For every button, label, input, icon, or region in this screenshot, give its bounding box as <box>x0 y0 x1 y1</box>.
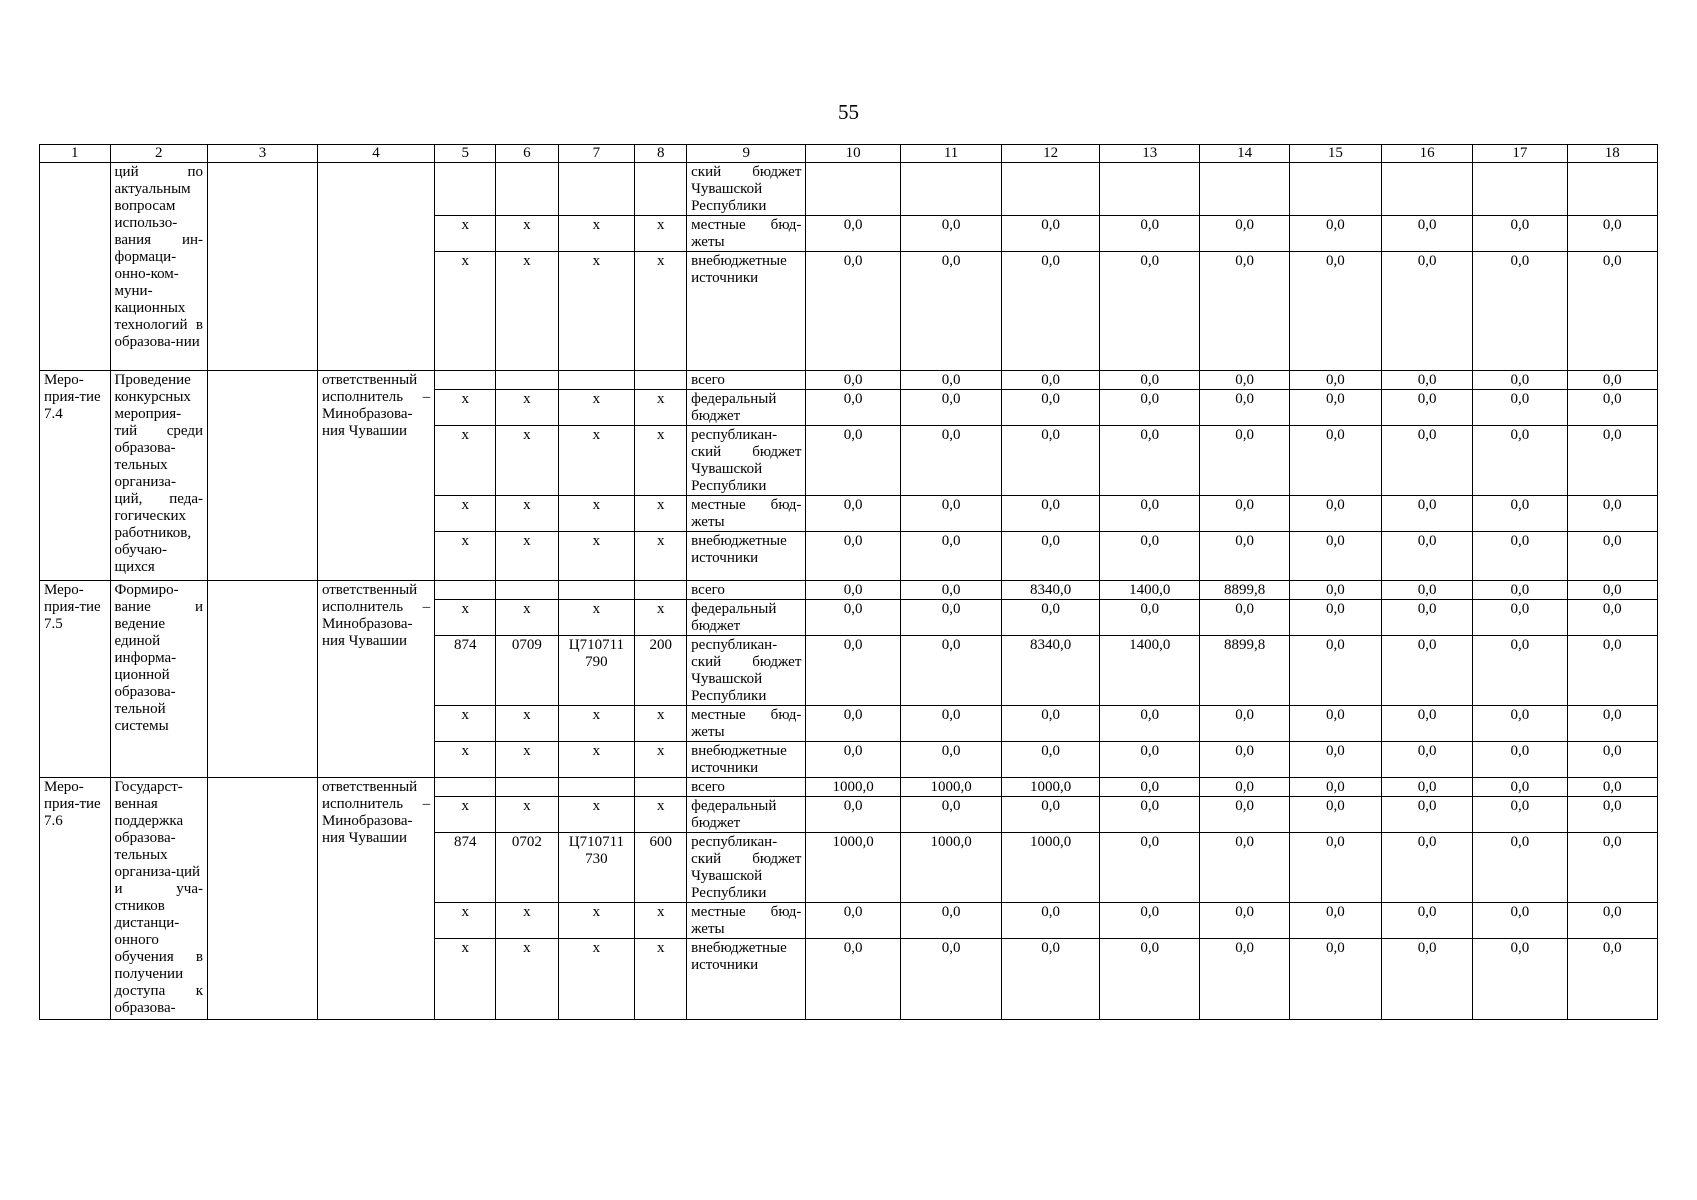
year-value: 0,0 <box>1289 600 1381 636</box>
year-value: 1000,0 <box>806 778 900 797</box>
year-value: 0,0 <box>1099 496 1200 532</box>
expense-type-code: x <box>635 216 687 252</box>
funding-source: местные бюд-жеты <box>687 903 806 939</box>
column-number: 13 <box>1099 145 1200 163</box>
expense-type-code: 200 <box>635 636 687 706</box>
section-code: x <box>496 390 558 426</box>
year-value: 0,0 <box>1289 636 1381 706</box>
column-number: 3 <box>208 145 318 163</box>
year-value <box>1381 163 1472 216</box>
section-code <box>496 778 558 797</box>
year-value: 0,0 <box>1289 742 1381 778</box>
target-article-code <box>558 778 635 797</box>
year-value: 0,0 <box>1200 742 1289 778</box>
year-value: 1000,0 <box>900 778 1002 797</box>
year-value: 0,0 <box>1289 581 1381 600</box>
year-value: 0,0 <box>900 390 1002 426</box>
year-value: 0,0 <box>1381 778 1472 797</box>
column-number: 7 <box>558 145 635 163</box>
ministry-code: x <box>435 939 496 1020</box>
year-value: 0,0 <box>1381 532 1472 581</box>
year-value: 0,0 <box>1002 390 1099 426</box>
ministry-code: x <box>435 742 496 778</box>
year-value: 0,0 <box>900 636 1002 706</box>
section-code: x <box>496 532 558 581</box>
year-value: 0,0 <box>900 903 1002 939</box>
table-body <box>40 145 1658 1020</box>
year-value: 0,0 <box>1473 903 1567 939</box>
year-value: 0,0 <box>900 581 1002 600</box>
column-number: 2 <box>110 145 207 163</box>
target-article-code: x <box>558 939 635 1020</box>
year-value: 0,0 <box>1381 600 1472 636</box>
column-number: 6 <box>496 145 558 163</box>
year-value: 0,0 <box>1099 778 1200 797</box>
year-value: 0,0 <box>1381 216 1472 252</box>
year-value: 0,0 <box>1381 797 1472 833</box>
measure-label: Меро-прия-тие 7.4 <box>40 371 111 581</box>
executor-cell: ответственный исполнитель – Минобразова-ния Чувашии <box>317 371 434 581</box>
year-value: 1000,0 <box>900 833 1002 903</box>
year-value: 0,0 <box>1002 496 1099 532</box>
funding-source: местные бюд-жеты <box>687 706 806 742</box>
column-number: 10 <box>806 145 900 163</box>
year-value: 0,0 <box>1567 581 1657 600</box>
year-value: 0,0 <box>1381 252 1472 371</box>
year-value: 1000,0 <box>1002 833 1099 903</box>
column-number: 5 <box>435 145 496 163</box>
target-article-code: x <box>558 600 635 636</box>
column-number: 9 <box>687 145 806 163</box>
section-code <box>496 581 558 600</box>
expense-type-code <box>635 163 687 216</box>
section-code: x <box>496 216 558 252</box>
year-value: 0,0 <box>1473 216 1567 252</box>
year-value: 0,0 <box>1200 496 1289 532</box>
section-code: x <box>496 600 558 636</box>
year-value: 0,0 <box>1289 903 1381 939</box>
column-number-row <box>40 145 1658 163</box>
table-row <box>40 163 1658 216</box>
year-value: 0,0 <box>1200 797 1289 833</box>
participant-cell <box>208 371 318 581</box>
year-value: 0,0 <box>1381 371 1472 390</box>
year-value: 0,0 <box>1381 390 1472 426</box>
year-value: 0,0 <box>1200 706 1289 742</box>
year-value: 0,0 <box>1567 636 1657 706</box>
ministry-code <box>435 581 496 600</box>
column-number: 18 <box>1567 145 1657 163</box>
year-value: 0,0 <box>1289 496 1381 532</box>
year-value: 0,0 <box>806 371 900 390</box>
year-value: 0,0 <box>1473 939 1567 1020</box>
year-value: 0,0 <box>1473 426 1567 496</box>
column-number: 16 <box>1381 145 1472 163</box>
ministry-code: x <box>435 532 496 581</box>
year-value: 0,0 <box>900 216 1002 252</box>
target-article-code: x <box>558 797 635 833</box>
year-value: 0,0 <box>1289 706 1381 742</box>
measure-label: Меро-прия-тие 7.6 <box>40 778 111 1020</box>
ministry-code: x <box>435 390 496 426</box>
year-value <box>1567 163 1657 216</box>
table-row <box>40 581 1658 600</box>
year-value: 0,0 <box>1381 706 1472 742</box>
column-number: 15 <box>1289 145 1381 163</box>
expense-type-code: x <box>635 426 687 496</box>
page-number: 55 <box>838 100 859 124</box>
expense-type-code: x <box>635 797 687 833</box>
expense-type-code <box>635 371 687 390</box>
section-code: x <box>496 797 558 833</box>
participant-cell <box>208 163 318 371</box>
ministry-code: x <box>435 600 496 636</box>
year-value: 1400,0 <box>1099 581 1200 600</box>
year-value: 0,0 <box>1289 390 1381 426</box>
column-number: 12 <box>1002 145 1099 163</box>
year-value: 0,0 <box>1567 496 1657 532</box>
section-code: x <box>496 903 558 939</box>
year-value: 0,0 <box>1099 600 1200 636</box>
year-value: 0,0 <box>900 371 1002 390</box>
ministry-code: x <box>435 903 496 939</box>
year-value: 0,0 <box>1473 600 1567 636</box>
year-value: 0,0 <box>1473 742 1567 778</box>
target-article-code <box>558 163 635 216</box>
year-value: 0,0 <box>1289 532 1381 581</box>
year-value: 0,0 <box>806 581 900 600</box>
expense-type-code: x <box>635 252 687 371</box>
year-value: 0,0 <box>1567 797 1657 833</box>
target-article-code: x <box>558 426 635 496</box>
year-value: 0,0 <box>1473 797 1567 833</box>
target-article-code: Ц710711 730 <box>558 833 635 903</box>
year-value: 0,0 <box>1381 939 1472 1020</box>
executor-cell <box>317 163 434 371</box>
year-value: 0,0 <box>1567 833 1657 903</box>
column-number: 17 <box>1473 145 1567 163</box>
year-value <box>1002 163 1099 216</box>
year-value: 0,0 <box>1473 532 1567 581</box>
year-value: 0,0 <box>1002 600 1099 636</box>
measure-name: Проведение конкурсных мероприя-тий среди образова-тельных организа-ций, педа-гогических работников, обучаю-щихся <box>110 371 207 581</box>
year-value: 0,0 <box>1200 426 1289 496</box>
year-value: 0,0 <box>1567 252 1657 371</box>
expense-type-code: x <box>635 390 687 426</box>
year-value: 0,0 <box>1381 496 1472 532</box>
funding-source: республикан-ский бюджет Чувашской Республики <box>687 636 806 706</box>
ministry-code <box>435 371 496 390</box>
column-number: 14 <box>1200 145 1289 163</box>
column-number: 11 <box>900 145 1002 163</box>
table-row <box>40 778 1658 797</box>
year-value: 0,0 <box>1002 742 1099 778</box>
year-value: 0,0 <box>1002 216 1099 252</box>
measure-name: Государст-венная поддержка образова-тельных организа-ций и уча-стников дистанци-онного обучения в получении доступа к образова- <box>110 778 207 1020</box>
year-value: 0,0 <box>1567 532 1657 581</box>
year-value: 0,0 <box>1099 532 1200 581</box>
table-row <box>40 371 1658 390</box>
target-article-code: x <box>558 390 635 426</box>
funding-source: федеральный бюджет <box>687 600 806 636</box>
executor-cell: ответственный исполнитель – Минобразова-ния Чувашии <box>317 581 434 778</box>
year-value: 1400,0 <box>1099 636 1200 706</box>
year-value: 0,0 <box>1200 390 1289 426</box>
year-value: 0,0 <box>1473 371 1567 390</box>
year-value: 0,0 <box>1381 636 1472 706</box>
year-value: 1000,0 <box>806 833 900 903</box>
year-value: 0,0 <box>806 797 900 833</box>
year-value: 0,0 <box>806 742 900 778</box>
year-value: 0,0 <box>1289 216 1381 252</box>
year-value: 0,0 <box>1567 371 1657 390</box>
year-value: 0,0 <box>900 496 1002 532</box>
year-value: 0,0 <box>1567 778 1657 797</box>
expense-type-code <box>635 778 687 797</box>
column-number: 8 <box>635 145 687 163</box>
section-code: x <box>496 706 558 742</box>
year-value: 0,0 <box>1473 636 1567 706</box>
year-value: 0,0 <box>1289 778 1381 797</box>
year-value: 0,0 <box>1099 426 1200 496</box>
measure-name: Формиро-вание и ведение единой информа-ционной образова-тельной системы <box>110 581 207 778</box>
year-value: 0,0 <box>1567 903 1657 939</box>
section-code: x <box>496 252 558 371</box>
target-article-code: Ц710711 790 <box>558 636 635 706</box>
year-value <box>1473 163 1567 216</box>
year-value: 0,0 <box>806 216 900 252</box>
expense-type-code: x <box>635 742 687 778</box>
year-value: 0,0 <box>1567 390 1657 426</box>
year-value: 0,0 <box>1002 252 1099 371</box>
year-value: 0,0 <box>1381 581 1472 600</box>
year-value: 0,0 <box>900 706 1002 742</box>
ministry-code: x <box>435 216 496 252</box>
year-value: 0,0 <box>1200 833 1289 903</box>
year-value: 0,0 <box>1567 600 1657 636</box>
measure-label <box>40 163 111 371</box>
year-value: 0,0 <box>1200 600 1289 636</box>
year-value: 0,0 <box>1567 216 1657 252</box>
year-value: 8899,8 <box>1200 581 1289 600</box>
ministry-code: 874 <box>435 833 496 903</box>
ministry-code: x <box>435 252 496 371</box>
year-value: 0,0 <box>806 939 900 1020</box>
year-value <box>1099 163 1200 216</box>
column-number: 4 <box>317 145 434 163</box>
year-value: 0,0 <box>1002 371 1099 390</box>
target-article-code: x <box>558 216 635 252</box>
year-value: 0,0 <box>1381 833 1472 903</box>
year-value: 0,0 <box>1289 371 1381 390</box>
year-value: 0,0 <box>1002 797 1099 833</box>
year-value: 0,0 <box>900 742 1002 778</box>
section-code <box>496 371 558 390</box>
section-code: x <box>496 742 558 778</box>
year-value: 8340,0 <box>1002 581 1099 600</box>
year-value: 0,0 <box>900 252 1002 371</box>
ministry-code: x <box>435 797 496 833</box>
expense-type-code: x <box>635 600 687 636</box>
target-article-code: x <box>558 706 635 742</box>
year-value: 0,0 <box>806 252 900 371</box>
target-article-code: x <box>558 252 635 371</box>
year-value: 0,0 <box>900 600 1002 636</box>
funding-source: внебюджетные источники <box>687 742 806 778</box>
year-value <box>1289 163 1381 216</box>
year-value: 0,0 <box>1567 426 1657 496</box>
funding-source: внебюджетные источники <box>687 939 806 1020</box>
expense-type-code: x <box>635 706 687 742</box>
participant-cell <box>208 778 318 1020</box>
measure-name: ций по актуальным вопросам использо-вания ин-формаци-онно-ком-муни-кационных технологий в образова-нии <box>110 163 207 371</box>
year-value: 0,0 <box>900 797 1002 833</box>
year-value: 0,0 <box>1200 252 1289 371</box>
year-value: 0,0 <box>806 390 900 426</box>
year-value: 0,0 <box>1200 939 1289 1020</box>
year-value: 0,0 <box>1099 390 1200 426</box>
year-value: 0,0 <box>806 532 900 581</box>
year-value <box>1200 163 1289 216</box>
year-value: 8340,0 <box>1002 636 1099 706</box>
year-value: 0,0 <box>1289 797 1381 833</box>
year-value: 0,0 <box>1473 252 1567 371</box>
year-value: 0,0 <box>1002 706 1099 742</box>
section-code: x <box>496 496 558 532</box>
funding-source: внебюджетные источники <box>687 532 806 581</box>
year-value: 0,0 <box>1567 742 1657 778</box>
target-article-code: x <box>558 532 635 581</box>
funding-source: всего <box>687 581 806 600</box>
year-value: 0,0 <box>1473 706 1567 742</box>
year-value: 0,0 <box>1567 706 1657 742</box>
section-code: 0702 <box>496 833 558 903</box>
ministry-code: x <box>435 706 496 742</box>
funding-source: республикан-ский бюджет Чувашской Республики <box>687 833 806 903</box>
funding-source: всего <box>687 371 806 390</box>
year-value: 0,0 <box>806 600 900 636</box>
year-value: 0,0 <box>1473 581 1567 600</box>
funding-source: федеральный бюджет <box>687 390 806 426</box>
year-value: 1000,0 <box>1002 778 1099 797</box>
expense-type-code: x <box>635 939 687 1020</box>
funding-source: республикан-ский бюджет Чувашской Республики <box>687 426 806 496</box>
target-article-code <box>558 581 635 600</box>
executor-cell: ответственный исполнитель – Минобразова-ния Чувашии <box>317 778 434 1020</box>
year-value: 0,0 <box>1289 252 1381 371</box>
ministry-code <box>435 163 496 216</box>
year-value: 0,0 <box>1200 778 1289 797</box>
year-value: 0,0 <box>1099 371 1200 390</box>
year-value: 0,0 <box>806 706 900 742</box>
year-value: 0,0 <box>806 496 900 532</box>
expense-type-code: 600 <box>635 833 687 903</box>
expense-type-code: x <box>635 532 687 581</box>
year-value: 0,0 <box>900 532 1002 581</box>
funding-source: местные бюд-жеты <box>687 496 806 532</box>
funding-source: федеральный бюджет <box>687 797 806 833</box>
measure-label: Меро-прия-тие 7.5 <box>40 581 111 778</box>
year-value: 0,0 <box>1289 426 1381 496</box>
ministry-code <box>435 778 496 797</box>
funding-source: ский бюджет Чувашской Республики <box>687 163 806 216</box>
year-value: 0,0 <box>1200 903 1289 939</box>
year-value <box>900 163 1002 216</box>
section-code: x <box>496 939 558 1020</box>
ministry-code: x <box>435 496 496 532</box>
year-value: 0,0 <box>1289 939 1381 1020</box>
target-article-code: x <box>558 742 635 778</box>
year-value: 0,0 <box>1381 742 1472 778</box>
column-number: 1 <box>40 145 111 163</box>
target-article-code: x <box>558 903 635 939</box>
year-value: 0,0 <box>900 939 1002 1020</box>
year-value: 0,0 <box>1473 778 1567 797</box>
year-value: 0,0 <box>1289 833 1381 903</box>
year-value: 0,0 <box>900 426 1002 496</box>
year-value: 8899,8 <box>1200 636 1289 706</box>
expense-type-code: x <box>635 496 687 532</box>
funding-source: местные бюд-жеты <box>687 216 806 252</box>
year-value: 0,0 <box>1200 216 1289 252</box>
target-article-code <box>558 371 635 390</box>
funding-source: всего <box>687 778 806 797</box>
year-value: 0,0 <box>806 426 900 496</box>
year-value <box>806 163 900 216</box>
ministry-code: 874 <box>435 636 496 706</box>
year-value: 0,0 <box>1200 532 1289 581</box>
expense-type-code: x <box>635 903 687 939</box>
year-value: 0,0 <box>806 903 900 939</box>
year-value: 0,0 <box>1099 903 1200 939</box>
ministry-code: x <box>435 426 496 496</box>
funding-source: внебюджетные источники <box>687 252 806 371</box>
year-value: 0,0 <box>1099 216 1200 252</box>
year-value: 0,0 <box>1002 426 1099 496</box>
year-value: 0,0 <box>1567 939 1657 1020</box>
year-value: 0,0 <box>1099 706 1200 742</box>
expense-type-code <box>635 581 687 600</box>
year-value: 0,0 <box>1473 833 1567 903</box>
section-code: x <box>496 426 558 496</box>
year-value: 0,0 <box>1099 797 1200 833</box>
year-value: 0,0 <box>1099 742 1200 778</box>
target-article-code: x <box>558 496 635 532</box>
year-value: 0,0 <box>1002 532 1099 581</box>
year-value: 0,0 <box>1099 939 1200 1020</box>
year-value: 0,0 <box>1200 371 1289 390</box>
year-value: 0,0 <box>806 636 900 706</box>
budget-table <box>39 144 1658 1020</box>
year-value: 0,0 <box>1099 833 1200 903</box>
year-value: 0,0 <box>1002 939 1099 1020</box>
year-value: 0,0 <box>1473 496 1567 532</box>
year-value: 0,0 <box>1381 903 1472 939</box>
year-value: 0,0 <box>1002 903 1099 939</box>
section-code: 0709 <box>496 636 558 706</box>
participant-cell <box>208 581 318 778</box>
year-value: 0,0 <box>1381 426 1472 496</box>
section-code <box>496 163 558 216</box>
year-value: 0,0 <box>1473 390 1567 426</box>
year-value: 0,0 <box>1099 252 1200 371</box>
